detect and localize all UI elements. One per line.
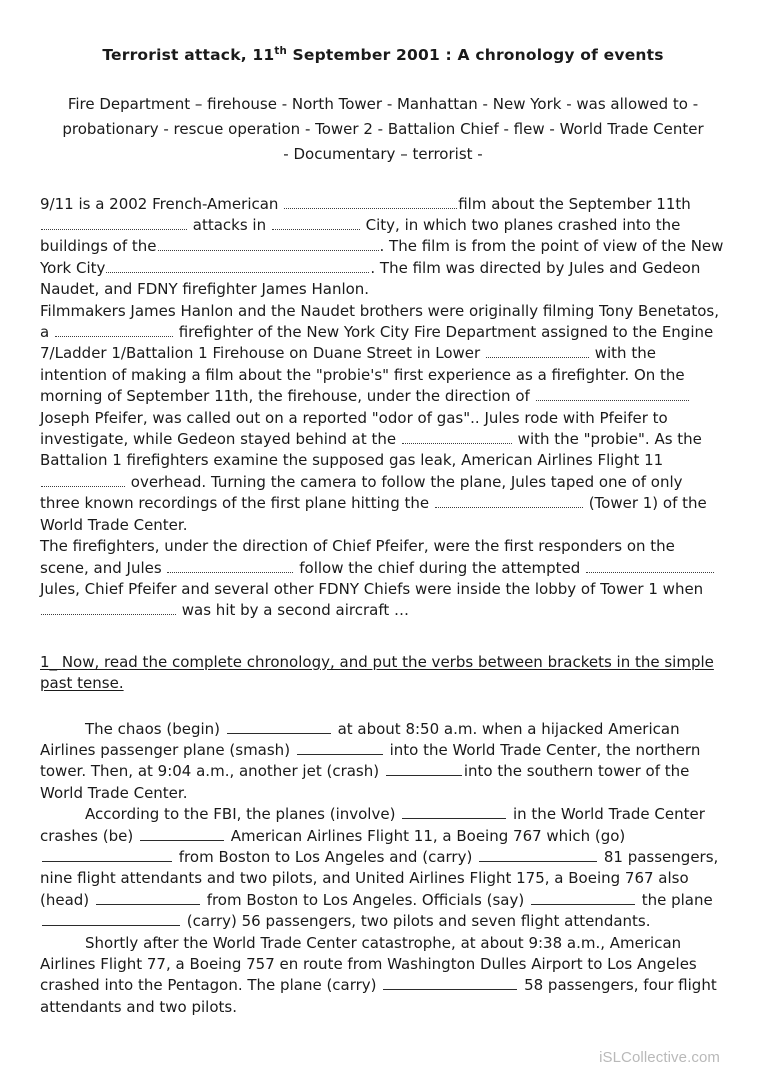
chronology-gap-3[interactable]	[386, 765, 462, 777]
chronology-gap-7[interactable]	[479, 850, 597, 862]
cloze-gap-5[interactable]	[106, 260, 369, 273]
chronology-text-p2h: (carry) 56 passengers, two pilots and seven flight attendants.	[182, 912, 651, 931]
cloze-gap-2[interactable]	[41, 217, 187, 230]
chronology-text-p2a: According to the FBI, the planes (involve)	[85, 805, 401, 824]
cloze-gap-6[interactable]	[55, 324, 173, 337]
chronology-gap-8[interactable]	[96, 893, 200, 905]
cloze-text-s10: Joseph Pfeifer, was called out on a reported "odor of gas".. Jules rode with Pfeifer to investigate, while Gedeon stayed behind at the	[40, 408, 668, 449]
cloze-gap-12[interactable]	[167, 559, 293, 572]
cloze-text-s1: 9/11 is a 2002 French-American	[40, 194, 284, 213]
cloze-text-s9: with the intention of making a film about the "probie's" first experience as a firefighter. On the morning of September 11th, the firehouse, under the direction of	[40, 344, 685, 406]
task-1-heading	[40, 622, 726, 695]
chronology-gap-4[interactable]	[402, 807, 506, 819]
page-title-suffix: September 2001 : A chronology of events	[286, 46, 664, 64]
chronology-text-p1d: into the southern tower of the World Trade Center.	[40, 762, 690, 802]
chronology-gap-5[interactable]	[140, 829, 224, 841]
cloze-text-s8: firefighter of the New York City Fire Department assigned to the Engine 7/Ladder 1/Battalion 1 Firehouse on Duane Street in Lower	[40, 323, 714, 363]
cloze-passage	[40, 167, 726, 622]
cloze-gap-9[interactable]	[402, 431, 512, 444]
footer-watermark: iSLCollective.com	[599, 1049, 720, 1066]
task-1-number: 1_	[40, 652, 62, 671]
chronology-gap-1[interactable]	[227, 722, 331, 734]
cloze-gap-8[interactable]	[536, 388, 689, 401]
cloze-gap-14[interactable]	[41, 602, 176, 615]
cloze-paragraph-4	[40, 579, 726, 622]
cloze-text-s7: Filmmakers James Hanlon and the Naudet brothers were originally filming Tony Benetatos, a	[40, 301, 719, 342]
task-1-instruction: Now, read the complete chronology, and put the verbs between brackets in the simple past tense.	[40, 652, 714, 693]
page-title-prefix: Terrorist attack, 11	[102, 46, 275, 64]
cloze-gap-4[interactable]	[158, 238, 379, 251]
chronology-text-p2c: American Airlines Flight 11, a Boeing 767 which (go)	[225, 826, 626, 845]
chronology-text-p1b: at about 8:50 a.m. when a hijacked American Airlines passenger plane (smash)	[40, 719, 680, 759]
cloze-gap-10[interactable]	[41, 474, 125, 487]
cloze-text-s3: attacks in	[188, 216, 271, 234]
chronology-gap-10[interactable]	[42, 914, 180, 926]
cloze-gap-11[interactable]	[435, 495, 583, 508]
cloze-text-s2: film about the September 11th	[458, 194, 691, 213]
chronology-exercise	[40, 695, 726, 1019]
chronology-paragraph-3	[40, 933, 726, 1019]
cloze-gap-13[interactable]	[586, 559, 714, 572]
chronology-gap-9[interactable]	[531, 893, 635, 905]
page-title-superscript: th	[274, 45, 287, 57]
chronology-text-p1c: into the World Trade Center, the northern tower. Then, at 9:04 a.m., another jet (crash)	[40, 740, 701, 781]
cloze-text-s16: Jules, Chief Pfeifer and several other FDNY Chiefs were inside the lobby of Tower 1 when	[40, 579, 704, 598]
cloze-text-s13: (Tower 1) of the World Trade Center.	[40, 494, 707, 534]
chronology-text-p2g: the plane	[636, 890, 713, 909]
cloze-text-s5: . The film is from the point of view of the New York City	[40, 237, 724, 277]
chronology-text-p2e: 81 passengers, nine flight attendants and two pilots, and United Airlines Flight 175, a Boeing 767 also (head)	[40, 847, 719, 909]
page-title	[40, 0, 726, 65]
chronology-gap-2[interactable]	[297, 743, 383, 755]
chronology-gap-6[interactable]	[42, 850, 172, 862]
cloze-text-s17: was hit by a second aircraft …	[177, 601, 409, 620]
chronology-text-p2f: from Boston to Los Angeles. Officials (say)	[201, 890, 529, 909]
cloze-gap-7[interactable]	[486, 345, 589, 358]
cloze-text-s15: follow the chief during the attempted	[294, 558, 586, 577]
cloze-paragraph-2	[40, 301, 726, 536]
cloze-text-s14: The firefighters, under the direction of Chief Pfeifer, were the first responders on the scene, and Jules	[40, 537, 675, 577]
chronology-paragraph-1	[40, 719, 726, 805]
word-bank: Fire Department – firehouse - North Tower - Manhattan - New York - was allowed to - probationary - rescue operation - Tower 2 - Battalion Chief - flew - World Trade Center - Documentary – terrorist -	[62, 94, 704, 163]
cloze-paragraph-3	[40, 536, 726, 579]
chronology-text-p1a: The chaos (begin)	[85, 719, 225, 738]
cloze-gap-1[interactable]	[284, 195, 457, 208]
chronology-text-p2b: in the World Trade Center crashes (be)	[40, 805, 705, 845]
cloze-text-s11: with the "probie". As the Battalion 1 firefighters examine the supposed gas leak, American Airlines Flight 11	[40, 430, 702, 470]
cloze-gap-3[interactable]	[272, 217, 360, 230]
chronology-text-p2d: from Boston to Los Angeles and (carry)	[174, 847, 478, 866]
chronology-paragraph-2	[40, 804, 726, 932]
chronology-text-p3a: Shortly after the World Trade Center catastrophe, at about 9:38 a.m., American Airlines Flight 77, a Boeing 757 en route from Washington Dulles Airport to Los Angeles crashed into the Pentagon. The plane (carry)	[40, 933, 697, 995]
chronology-text-p3b: 58 passengers, four flight attendants and two pilots.	[40, 976, 717, 1016]
chronology-gap-11[interactable]	[383, 979, 517, 991]
cloze-text-s4: City, in which two planes crashed into the buildings of the	[40, 216, 681, 256]
cloze-paragraph-1	[40, 194, 726, 301]
cloze-text-s6: . The film was directed by Jules and Gedeon Naudet, and FDNY firefighter James Hanlon.	[40, 258, 701, 299]
cloze-text-s12: overhead. Turning the camera to follow the plane, Jules taped one of only three known recordings of the first plane hitting the	[40, 472, 683, 513]
